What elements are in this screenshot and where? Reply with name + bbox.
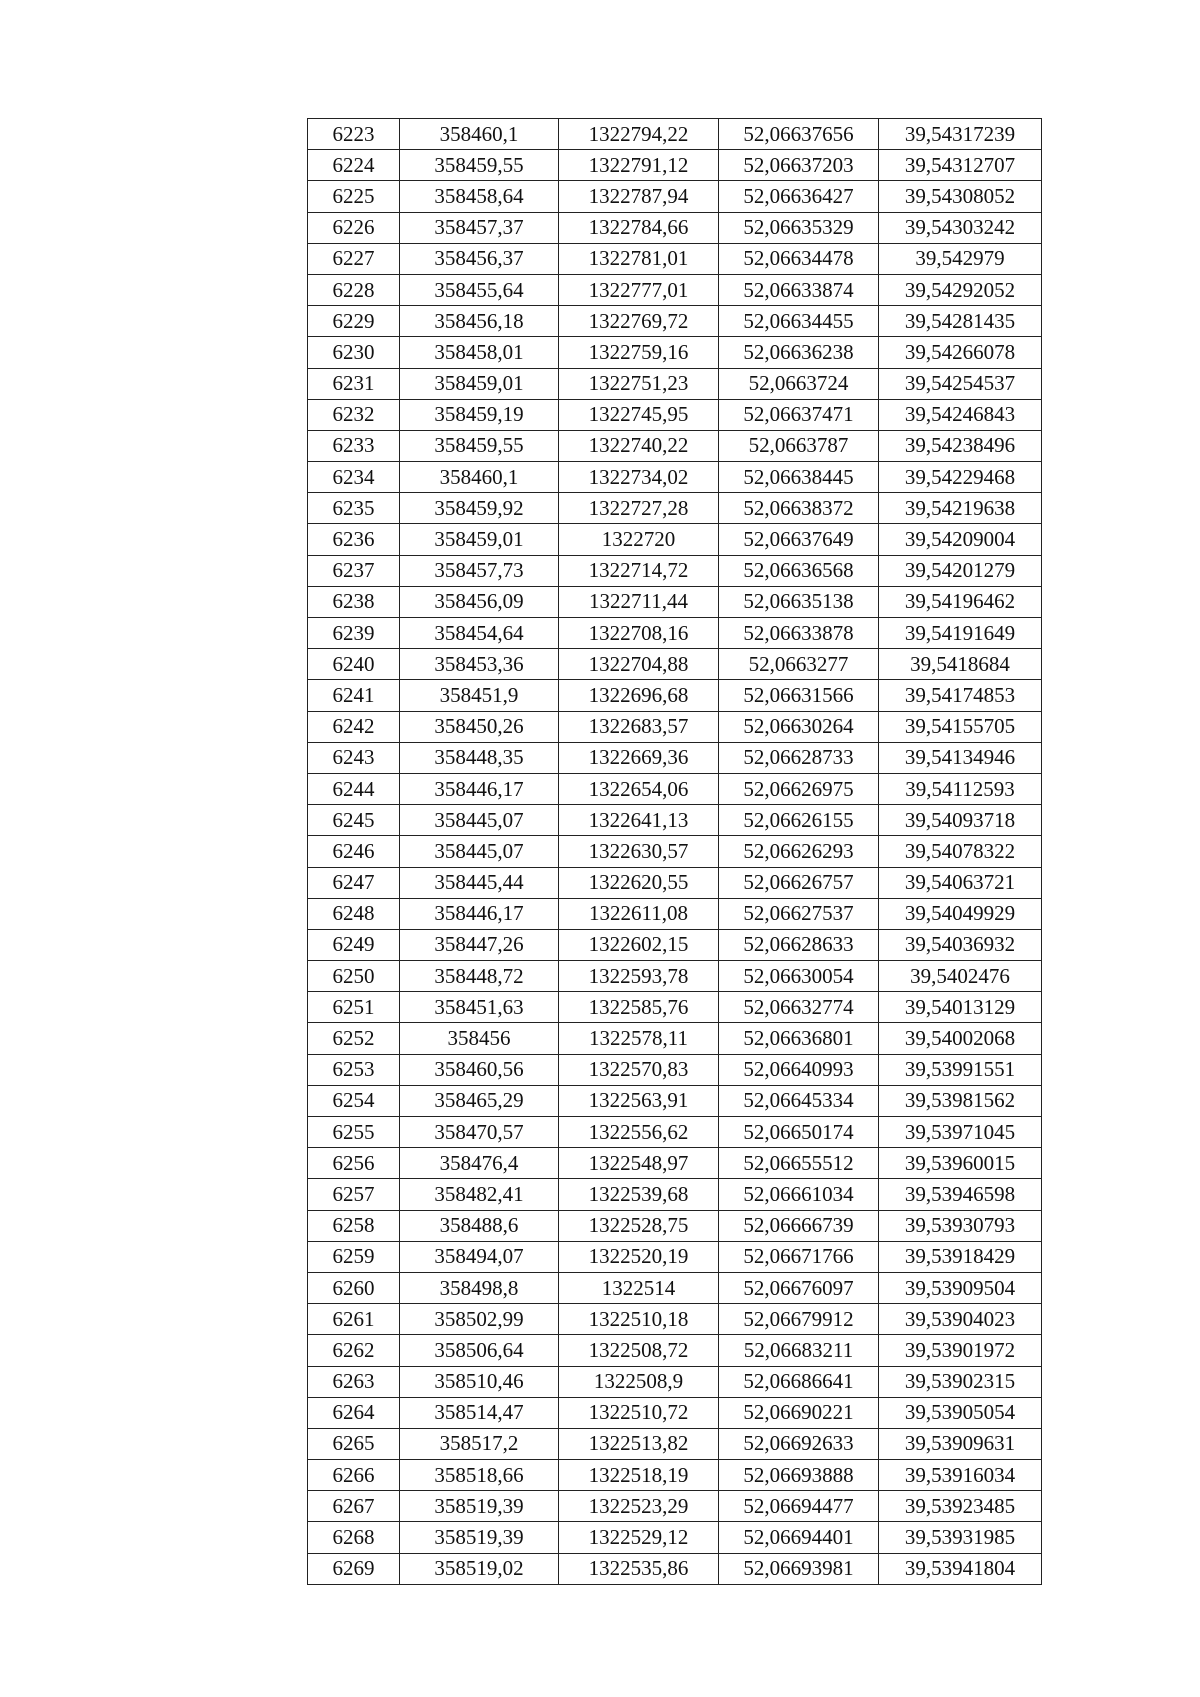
x-coordinate-cell: 358454,64 <box>400 618 559 649</box>
longitude-cell: 39,54063721 <box>879 867 1042 898</box>
y-coordinate-cell: 1322794,22 <box>559 119 719 150</box>
point-number-cell: 6261 <box>308 1304 400 1335</box>
y-coordinate-cell: 1322784,66 <box>559 212 719 243</box>
point-number-cell: 6255 <box>308 1117 400 1148</box>
longitude-cell: 39,54112593 <box>879 773 1042 804</box>
point-number-cell: 6244 <box>308 773 400 804</box>
point-number-cell: 6269 <box>308 1553 400 1584</box>
y-coordinate-cell: 1322535,86 <box>559 1553 719 1584</box>
longitude-cell: 39,54308052 <box>879 181 1042 212</box>
x-coordinate-cell: 358459,01 <box>400 524 559 555</box>
point-number-cell: 6241 <box>308 680 400 711</box>
latitude-cell: 52,06628733 <box>719 742 879 773</box>
y-coordinate-cell: 1322563,91 <box>559 1085 719 1116</box>
table-row <box>308 1460 1042 1491</box>
y-coordinate-cell: 1322745,95 <box>559 399 719 430</box>
y-coordinate-cell: 1322714,72 <box>559 555 719 586</box>
latitude-cell: 52,06626757 <box>719 867 879 898</box>
latitude-cell: 52,06634478 <box>719 243 879 274</box>
longitude-cell: 39,53902315 <box>879 1366 1042 1397</box>
x-coordinate-cell: 358459,55 <box>400 430 559 461</box>
x-coordinate-cell: 358457,37 <box>400 212 559 243</box>
latitude-cell: 52,06636568 <box>719 555 879 586</box>
y-coordinate-cell: 1322611,08 <box>559 898 719 929</box>
point-number-cell: 6223 <box>308 119 400 150</box>
table-row <box>308 181 1042 212</box>
longitude-cell: 39,54196462 <box>879 586 1042 617</box>
latitude-cell: 52,06633874 <box>719 274 879 305</box>
longitude-cell: 39,53941804 <box>879 1553 1042 1584</box>
longitude-cell: 39,542979 <box>879 243 1042 274</box>
y-coordinate-cell: 1322602,15 <box>559 929 719 960</box>
longitude-cell: 39,53916034 <box>879 1460 1042 1491</box>
y-coordinate-cell: 1322508,9 <box>559 1366 719 1397</box>
latitude-cell: 52,06640993 <box>719 1054 879 1085</box>
point-number-cell: 6260 <box>308 1272 400 1303</box>
x-coordinate-cell: 358510,46 <box>400 1366 559 1397</box>
longitude-cell: 39,5418684 <box>879 649 1042 680</box>
y-coordinate-cell: 1322548,97 <box>559 1148 719 1179</box>
point-number-cell: 6266 <box>308 1460 400 1491</box>
y-coordinate-cell: 1322720 <box>559 524 719 555</box>
x-coordinate-cell: 358502,99 <box>400 1304 559 1335</box>
latitude-cell: 52,06661034 <box>719 1179 879 1210</box>
latitude-cell: 52,06637203 <box>719 150 879 181</box>
table-row <box>308 1023 1042 1054</box>
table-row <box>308 555 1042 586</box>
table-row <box>308 1272 1042 1303</box>
latitude-cell: 52,06634455 <box>719 306 879 337</box>
point-number-cell: 6237 <box>308 555 400 586</box>
y-coordinate-cell: 1322620,55 <box>559 867 719 898</box>
x-coordinate-cell: 358456,09 <box>400 586 559 617</box>
x-coordinate-cell: 358465,29 <box>400 1085 559 1116</box>
x-coordinate-cell: 358476,4 <box>400 1148 559 1179</box>
point-number-cell: 6264 <box>308 1397 400 1428</box>
longitude-cell: 39,54254537 <box>879 368 1042 399</box>
table-row <box>308 618 1042 649</box>
x-coordinate-cell: 358453,36 <box>400 649 559 680</box>
table-row <box>308 212 1042 243</box>
x-coordinate-cell: 358458,64 <box>400 181 559 212</box>
y-coordinate-cell: 1322734,02 <box>559 462 719 493</box>
latitude-cell: 52,06686641 <box>719 1366 879 1397</box>
latitude-cell: 52,06626155 <box>719 805 879 836</box>
x-coordinate-cell: 358456,37 <box>400 243 559 274</box>
y-coordinate-cell: 1322513,82 <box>559 1428 719 1459</box>
x-coordinate-cell: 358460,56 <box>400 1054 559 1085</box>
table-row <box>308 586 1042 617</box>
latitude-cell: 52,06692633 <box>719 1428 879 1459</box>
table-row <box>308 306 1042 337</box>
table-row <box>308 742 1042 773</box>
y-coordinate-cell: 1322514 <box>559 1272 719 1303</box>
y-coordinate-cell: 1322630,57 <box>559 836 719 867</box>
y-coordinate-cell: 1322781,01 <box>559 243 719 274</box>
table-row <box>308 150 1042 181</box>
longitude-cell: 39,53981562 <box>879 1085 1042 1116</box>
point-number-cell: 6259 <box>308 1241 400 1272</box>
x-coordinate-cell: 358460,1 <box>400 462 559 493</box>
x-coordinate-cell: 358450,26 <box>400 711 559 742</box>
table-row <box>308 1522 1042 1553</box>
table-row <box>308 711 1042 742</box>
longitude-cell: 39,54238496 <box>879 430 1042 461</box>
table-row <box>308 1054 1042 1085</box>
y-coordinate-cell: 1322759,16 <box>559 337 719 368</box>
y-coordinate-cell: 1322593,78 <box>559 961 719 992</box>
table-row <box>308 1491 1042 1522</box>
y-coordinate-cell: 1322570,83 <box>559 1054 719 1085</box>
latitude-cell: 52,06694401 <box>719 1522 879 1553</box>
x-coordinate-cell: 358456,18 <box>400 306 559 337</box>
latitude-cell: 52,06632774 <box>719 992 879 1023</box>
x-coordinate-cell: 358519,02 <box>400 1553 559 1584</box>
longitude-cell: 39,54317239 <box>879 119 1042 150</box>
longitude-cell: 39,53946598 <box>879 1179 1042 1210</box>
point-number-cell: 6238 <box>308 586 400 617</box>
longitude-cell: 39,54174853 <box>879 680 1042 711</box>
longitude-cell: 39,5402476 <box>879 961 1042 992</box>
point-number-cell: 6235 <box>308 493 400 524</box>
latitude-cell: 52,06637471 <box>719 399 879 430</box>
point-number-cell: 6254 <box>308 1085 400 1116</box>
latitude-cell: 52,06666739 <box>719 1210 879 1241</box>
point-number-cell: 6232 <box>308 399 400 430</box>
point-number-cell: 6230 <box>308 337 400 368</box>
longitude-cell: 39,53905054 <box>879 1397 1042 1428</box>
longitude-cell: 39,54312707 <box>879 150 1042 181</box>
table-row <box>308 898 1042 929</box>
x-coordinate-cell: 358519,39 <box>400 1491 559 1522</box>
point-number-cell: 6251 <box>308 992 400 1023</box>
y-coordinate-cell: 1322769,72 <box>559 306 719 337</box>
point-number-cell: 6253 <box>308 1054 400 1085</box>
longitude-cell: 39,53904023 <box>879 1304 1042 1335</box>
table-row <box>308 462 1042 493</box>
x-coordinate-cell: 358458,01 <box>400 337 559 368</box>
y-coordinate-cell: 1322585,76 <box>559 992 719 1023</box>
y-coordinate-cell: 1322708,16 <box>559 618 719 649</box>
latitude-cell: 52,06683211 <box>719 1335 879 1366</box>
table-row <box>308 1210 1042 1241</box>
point-number-cell: 6256 <box>308 1148 400 1179</box>
longitude-cell: 39,54246843 <box>879 399 1042 430</box>
coordinates-table <box>307 118 1042 1585</box>
table-row <box>308 961 1042 992</box>
coordinates-table-body <box>308 119 1042 1585</box>
point-number-cell: 6240 <box>308 649 400 680</box>
y-coordinate-cell: 1322508,72 <box>559 1335 719 1366</box>
latitude-cell: 52,06636427 <box>719 181 879 212</box>
latitude-cell: 52,06694477 <box>719 1491 879 1522</box>
table-row <box>308 680 1042 711</box>
table-row <box>308 399 1042 430</box>
point-number-cell: 6229 <box>308 306 400 337</box>
table-row <box>308 1397 1042 1428</box>
x-coordinate-cell: 358459,92 <box>400 493 559 524</box>
longitude-cell: 39,54281435 <box>879 306 1042 337</box>
point-number-cell: 6246 <box>308 836 400 867</box>
x-coordinate-cell: 358455,64 <box>400 274 559 305</box>
point-number-cell: 6231 <box>308 368 400 399</box>
latitude-cell: 52,06638372 <box>719 493 879 524</box>
latitude-cell: 52,06693888 <box>719 1460 879 1491</box>
x-coordinate-cell: 358451,9 <box>400 680 559 711</box>
longitude-cell: 39,54229468 <box>879 462 1042 493</box>
latitude-cell: 52,06636238 <box>719 337 879 368</box>
longitude-cell: 39,54002068 <box>879 1023 1042 1054</box>
table-row <box>308 1117 1042 1148</box>
longitude-cell: 39,53923485 <box>879 1491 1042 1522</box>
table-row <box>308 119 1042 150</box>
point-number-cell: 6248 <box>308 898 400 929</box>
point-number-cell: 6239 <box>308 618 400 649</box>
latitude-cell: 52,06655512 <box>719 1148 879 1179</box>
table-row <box>308 1428 1042 1459</box>
y-coordinate-cell: 1322556,62 <box>559 1117 719 1148</box>
latitude-cell: 52,06626293 <box>719 836 879 867</box>
point-number-cell: 6265 <box>308 1428 400 1459</box>
y-coordinate-cell: 1322518,19 <box>559 1460 719 1491</box>
x-coordinate-cell: 358506,64 <box>400 1335 559 1366</box>
table-row <box>308 867 1042 898</box>
longitude-cell: 39,54209004 <box>879 524 1042 555</box>
table-row <box>308 1304 1042 1335</box>
x-coordinate-cell: 358448,72 <box>400 961 559 992</box>
point-number-cell: 6247 <box>308 867 400 898</box>
point-number-cell: 6227 <box>308 243 400 274</box>
latitude-cell: 52,06631566 <box>719 680 879 711</box>
point-number-cell: 6252 <box>308 1023 400 1054</box>
longitude-cell: 39,54155705 <box>879 711 1042 742</box>
table-row <box>308 773 1042 804</box>
point-number-cell: 6236 <box>308 524 400 555</box>
y-coordinate-cell: 1322791,12 <box>559 150 719 181</box>
x-coordinate-cell: 358451,63 <box>400 992 559 1023</box>
y-coordinate-cell: 1322683,57 <box>559 711 719 742</box>
y-coordinate-cell: 1322510,72 <box>559 1397 719 1428</box>
table-row <box>308 368 1042 399</box>
table-row <box>308 649 1042 680</box>
latitude-cell: 52,06637656 <box>719 119 879 150</box>
y-coordinate-cell: 1322711,44 <box>559 586 719 617</box>
x-coordinate-cell: 358470,57 <box>400 1117 559 1148</box>
x-coordinate-cell: 358445,44 <box>400 867 559 898</box>
table-row <box>308 1241 1042 1272</box>
point-number-cell: 6250 <box>308 961 400 992</box>
x-coordinate-cell: 358519,39 <box>400 1522 559 1553</box>
point-number-cell: 6262 <box>308 1335 400 1366</box>
x-coordinate-cell: 358445,07 <box>400 805 559 836</box>
latitude-cell: 52,06650174 <box>719 1117 879 1148</box>
point-number-cell: 6242 <box>308 711 400 742</box>
longitude-cell: 39,54049929 <box>879 898 1042 929</box>
x-coordinate-cell: 358448,35 <box>400 742 559 773</box>
y-coordinate-cell: 1322641,13 <box>559 805 719 836</box>
longitude-cell: 39,54093718 <box>879 805 1042 836</box>
x-coordinate-cell: 358498,8 <box>400 1272 559 1303</box>
x-coordinate-cell: 358460,1 <box>400 119 559 150</box>
latitude-cell: 52,06633878 <box>719 618 879 649</box>
longitude-cell: 39,54292052 <box>879 274 1042 305</box>
y-coordinate-cell: 1322528,75 <box>559 1210 719 1241</box>
x-coordinate-cell: 358494,07 <box>400 1241 559 1272</box>
latitude-cell: 52,06671766 <box>719 1241 879 1272</box>
table-row <box>308 274 1042 305</box>
x-coordinate-cell: 358482,41 <box>400 1179 559 1210</box>
point-number-cell: 6226 <box>308 212 400 243</box>
y-coordinate-cell: 1322777,01 <box>559 274 719 305</box>
y-coordinate-cell: 1322510,18 <box>559 1304 719 1335</box>
y-coordinate-cell: 1322751,23 <box>559 368 719 399</box>
y-coordinate-cell: 1322669,36 <box>559 742 719 773</box>
y-coordinate-cell: 1322578,11 <box>559 1023 719 1054</box>
table-row <box>308 1335 1042 1366</box>
table-row <box>308 805 1042 836</box>
longitude-cell: 39,53931985 <box>879 1522 1042 1553</box>
point-number-cell: 6258 <box>308 1210 400 1241</box>
point-number-cell: 6233 <box>308 430 400 461</box>
x-coordinate-cell: 358446,17 <box>400 898 559 929</box>
point-number-cell: 6228 <box>308 274 400 305</box>
table-row <box>308 493 1042 524</box>
table-row <box>308 1366 1042 1397</box>
y-coordinate-cell: 1322520,19 <box>559 1241 719 1272</box>
x-coordinate-cell: 358488,6 <box>400 1210 559 1241</box>
table-row <box>308 524 1042 555</box>
y-coordinate-cell: 1322539,68 <box>559 1179 719 1210</box>
longitude-cell: 39,53909504 <box>879 1272 1042 1303</box>
latitude-cell: 52,06676097 <box>719 1272 879 1303</box>
latitude-cell: 52,06690221 <box>719 1397 879 1428</box>
longitude-cell: 39,53909631 <box>879 1428 1042 1459</box>
y-coordinate-cell: 1322787,94 <box>559 181 719 212</box>
longitude-cell: 39,54303242 <box>879 212 1042 243</box>
latitude-cell: 52,06635138 <box>719 586 879 617</box>
y-coordinate-cell: 1322523,29 <box>559 1491 719 1522</box>
x-coordinate-cell: 358518,66 <box>400 1460 559 1491</box>
latitude-cell: 52,06636801 <box>719 1023 879 1054</box>
longitude-cell: 39,53971045 <box>879 1117 1042 1148</box>
y-coordinate-cell: 1322740,22 <box>559 430 719 461</box>
x-coordinate-cell: 358456 <box>400 1023 559 1054</box>
x-coordinate-cell: 358514,47 <box>400 1397 559 1428</box>
y-coordinate-cell: 1322654,06 <box>559 773 719 804</box>
point-number-cell: 6225 <box>308 181 400 212</box>
y-coordinate-cell: 1322704,88 <box>559 649 719 680</box>
y-coordinate-cell: 1322529,12 <box>559 1522 719 1553</box>
table-row <box>308 929 1042 960</box>
point-number-cell: 6263 <box>308 1366 400 1397</box>
latitude-cell: 52,0663787 <box>719 430 879 461</box>
point-number-cell: 6224 <box>308 150 400 181</box>
longitude-cell: 39,54191649 <box>879 618 1042 649</box>
latitude-cell: 52,0663724 <box>719 368 879 399</box>
longitude-cell: 39,54036932 <box>879 929 1042 960</box>
latitude-cell: 52,06645334 <box>719 1085 879 1116</box>
point-number-cell: 6249 <box>308 929 400 960</box>
table-row <box>308 836 1042 867</box>
point-number-cell: 6234 <box>308 462 400 493</box>
y-coordinate-cell: 1322696,68 <box>559 680 719 711</box>
x-coordinate-cell: 358446,17 <box>400 773 559 804</box>
table-row <box>308 1085 1042 1116</box>
x-coordinate-cell: 358445,07 <box>400 836 559 867</box>
longitude-cell: 39,53960015 <box>879 1148 1042 1179</box>
latitude-cell: 52,06693981 <box>719 1553 879 1584</box>
longitude-cell: 39,53918429 <box>879 1241 1042 1272</box>
latitude-cell: 52,06635329 <box>719 212 879 243</box>
x-coordinate-cell: 358457,73 <box>400 555 559 586</box>
latitude-cell: 52,06630054 <box>719 961 879 992</box>
table-row <box>308 1553 1042 1584</box>
longitude-cell: 39,54134946 <box>879 742 1042 773</box>
longitude-cell: 39,54266078 <box>879 337 1042 368</box>
point-number-cell: 6243 <box>308 742 400 773</box>
table-row <box>308 430 1042 461</box>
table-row <box>308 337 1042 368</box>
point-number-cell: 6245 <box>308 805 400 836</box>
y-coordinate-cell: 1322727,28 <box>559 493 719 524</box>
longitude-cell: 39,53991551 <box>879 1054 1042 1085</box>
longitude-cell: 39,53901972 <box>879 1335 1042 1366</box>
latitude-cell: 52,0663277 <box>719 649 879 680</box>
table-row <box>308 992 1042 1023</box>
table-row <box>308 1148 1042 1179</box>
latitude-cell: 52,06638445 <box>719 462 879 493</box>
x-coordinate-cell: 358459,01 <box>400 368 559 399</box>
point-number-cell: 6257 <box>308 1179 400 1210</box>
longitude-cell: 39,54201279 <box>879 555 1042 586</box>
x-coordinate-cell: 358517,2 <box>400 1428 559 1459</box>
x-coordinate-cell: 358459,55 <box>400 150 559 181</box>
point-number-cell: 6268 <box>308 1522 400 1553</box>
latitude-cell: 52,06679912 <box>719 1304 879 1335</box>
longitude-cell: 39,53930793 <box>879 1210 1042 1241</box>
latitude-cell: 52,06630264 <box>719 711 879 742</box>
latitude-cell: 52,06637649 <box>719 524 879 555</box>
x-coordinate-cell: 358447,26 <box>400 929 559 960</box>
longitude-cell: 39,54013129 <box>879 992 1042 1023</box>
latitude-cell: 52,06627537 <box>719 898 879 929</box>
latitude-cell: 52,06628633 <box>719 929 879 960</box>
longitude-cell: 39,54219638 <box>879 493 1042 524</box>
table-row <box>308 243 1042 274</box>
latitude-cell: 52,06626975 <box>719 773 879 804</box>
table-row <box>308 1179 1042 1210</box>
point-number-cell: 6267 <box>308 1491 400 1522</box>
x-coordinate-cell: 358459,19 <box>400 399 559 430</box>
longitude-cell: 39,54078322 <box>879 836 1042 867</box>
